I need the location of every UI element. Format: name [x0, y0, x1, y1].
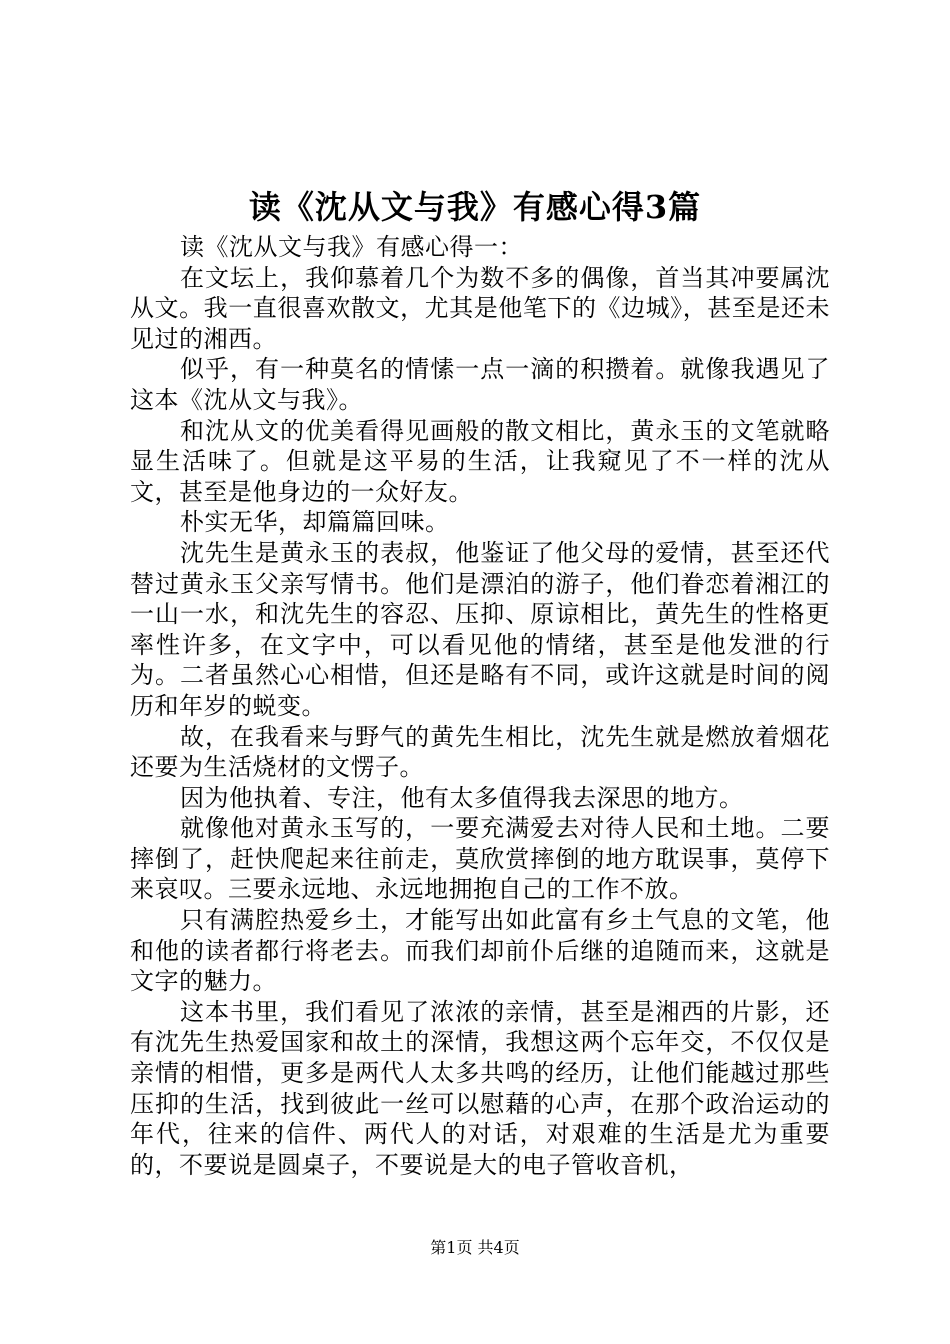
paragraph: 沈先生是黄永玉的表叔，他鉴证了他父母的爱情，甚至还代替过黄永玉父亲写情书。他们是漂泊的游子，他们眷恋着湘江的一山一水，和沈先生的容忍、压抑、原谅相比，黄先生的性格更率性许多，在文字中，可以看见他的情绪，甚至是他发泄的行为。二者虽然心心相惜，但还是略有不同，或许这就是时间的阅历和年岁的蜕变。	[130, 538, 830, 720]
document-title: 读《沈从文与我》有感心得3篇	[248, 188, 702, 226]
page-number-footer: 第1页 共4页	[430, 1238, 520, 1257]
paragraph: 和沈从文的优美看得见画般的散文相比，黄永玉的文笔就略显生活味了。但就是这平易的生活，让我窥见了不一样的沈从文，甚至是他身边的一众好友。	[130, 416, 830, 506]
paragraph: 只有满腔热爱乡土，才能写出如此富有乡土气息的文笔，他和他的读者都行将老去。而我们却前仆后继的追随而来，这就是文字的魅力。	[130, 906, 830, 996]
paragraph: 就像他对黄永玉写的，一要充满爱去对待人民和土地。二要摔倒了，赶快爬起来往前走，莫欣赏摔倒的地方耽误事，莫停下来哀叹。三要永远地、永远地拥抱自己的工作不放。	[130, 814, 830, 904]
paragraph: 故，在我看来与野气的黄先生相比，沈先生就是燃放着烟花还要为生活烧材的文愣子。	[130, 722, 830, 782]
document-body	[130, 232, 830, 1180]
paragraph: 似乎，有一种莫名的情愫一点一滴的积攒着。就像我遇见了这本《沈从文与我》。	[130, 355, 830, 414]
paragraph: 朴实无华，却篇篇回味。	[180, 508, 450, 537]
paragraph: 在文坛上，我仰慕着几个为数不多的偶像，首当其冲要属沈从文。我一直很喜欢散文，尤其是他笔下的《边城》，甚至是还未见过的湘西。	[130, 263, 830, 353]
paragraph: 这本书里，我们看见了浓浓的亲情，甚至是湘西的片影，还有沈先生热爱国家和故土的深情，我想这两个忘年交，不仅仅是亲情的相惜，更多是两代人太多共鸣的经历，让他们能越过那些压抑的生活，找到彼此一丝可以慰藉的心声，在那个政治运动的年代，往来的信件、两代人的对话，对艰难的生活是尤为重要的，不要说是圆桌子，不要说是大的电子管收音机，	[130, 997, 830, 1179]
paragraph: 因为他执着、专注，他有太多值得我去深思的地方。	[180, 783, 744, 812]
paragraph: 读《沈从文与我》有感心得一：	[180, 233, 523, 261]
